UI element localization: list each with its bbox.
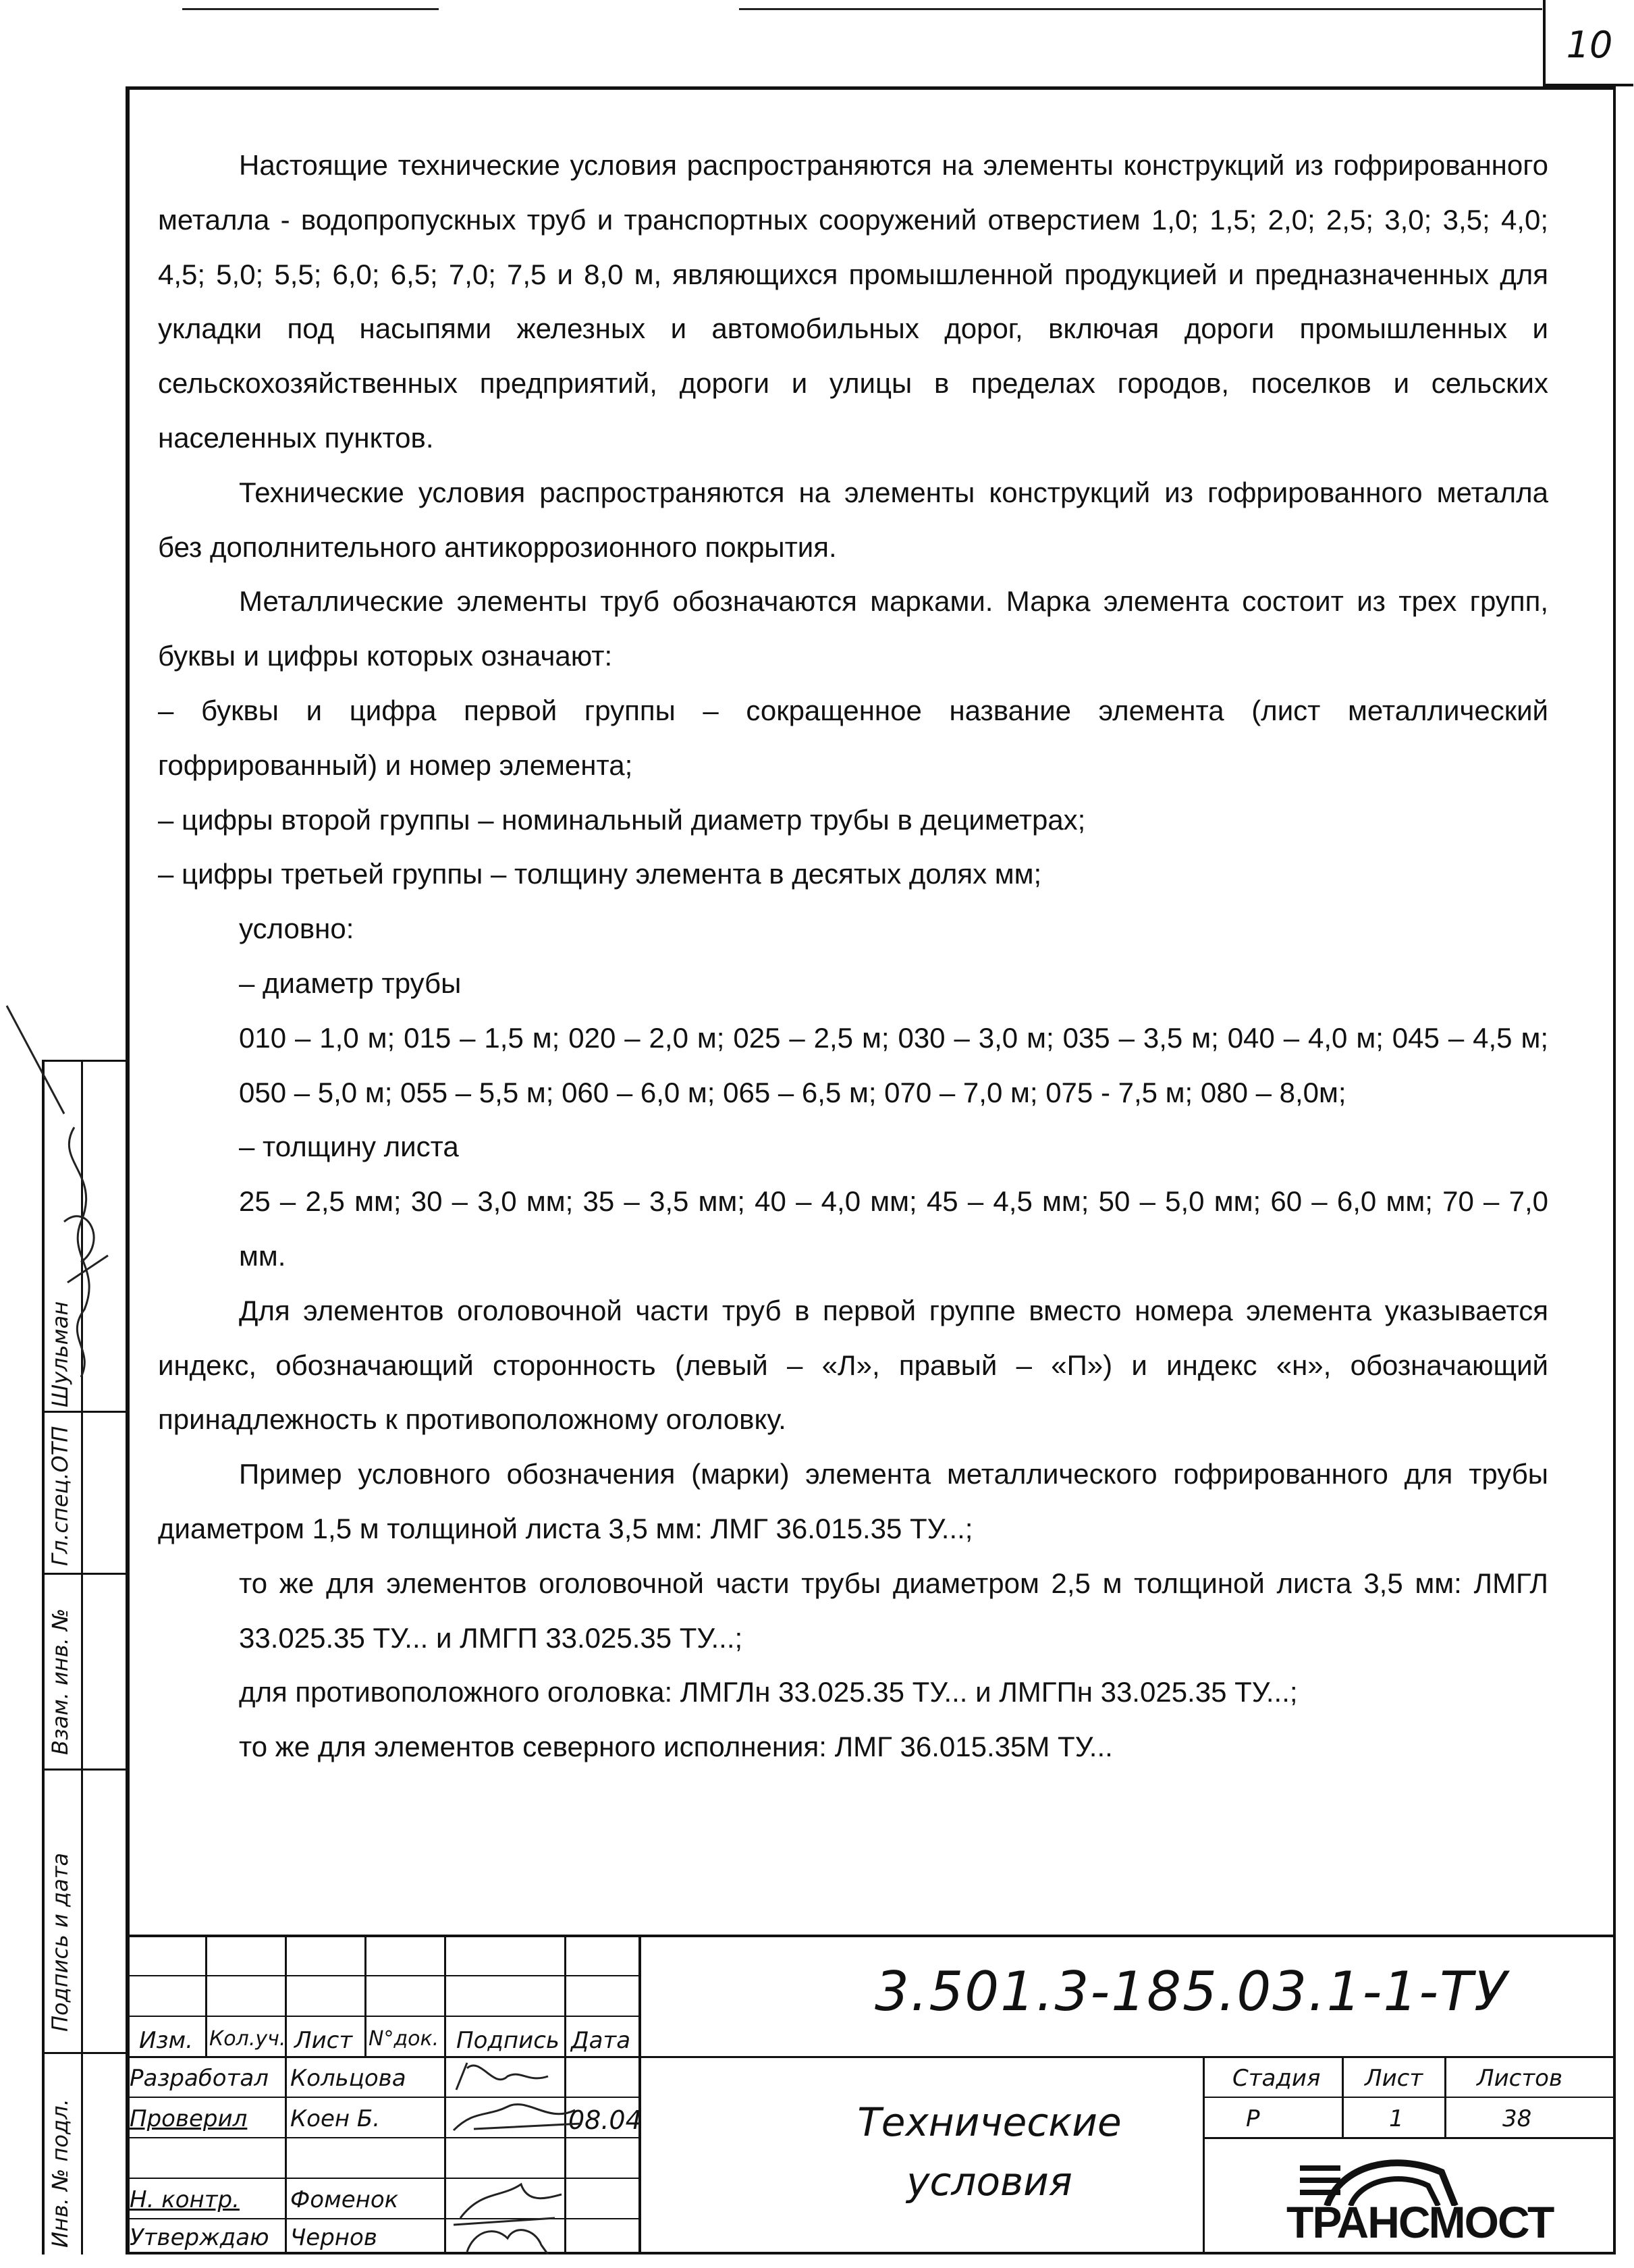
tb-col-4 — [444, 1935, 446, 2254]
tb-code-bottom — [638, 2056, 1616, 2058]
paragraph: – цифры третьей группы – толщину элемента в десятых долях мм; — [158, 858, 1042, 890]
document-body — [158, 138, 1548, 1775]
paragraph: – диаметр трубы — [239, 967, 462, 999]
tb-row-1 — [126, 1975, 638, 1976]
sheets-value: 38 — [1502, 2105, 1532, 2132]
tb-main-divider — [638, 1935, 641, 2254]
paragraph: Пример условного обозначения (марки) элемента металлического гофрированного для трубы диаметром 1,5 м толщиной листа 3,5 мм: ЛМГ 36.015.35 ТУ...; — [158, 1458, 1548, 1544]
paragraph: то же для элементов северного исполнения: ЛМГ 36.015.35М ТУ... — [239, 1731, 1113, 1763]
tb-col-3 — [364, 1935, 366, 2056]
tb-col-2 — [285, 1935, 287, 2254]
stamp-sign-date-label: Подпись и дата — [47, 1852, 73, 2032]
row-5-role: Утверждаю — [130, 2224, 269, 2251]
paragraph: Для элементов оголовочной части труб в первой группе вместо номера элемента указывается индекс, обозначающий сторонность (левый – «Л», правый – «П») и индекс «н», обозначающий принадлежность к противоположному оголовку. — [158, 1294, 1548, 1436]
row-5-name: Чернов — [290, 2224, 377, 2251]
hdr-data: Дата — [571, 2027, 631, 2054]
tb-stage-row-2 — [1203, 2137, 1616, 2139]
paragraph: Металлические элементы труб обозначаются марками. Марка элемента состоит из трех групп, буквы и цифры которых означают: — [158, 585, 1548, 672]
tb-top — [126, 1935, 1616, 1937]
hdr-podpis: Подпись — [456, 2027, 560, 2054]
logo-text: ТРАНСМОСТ — [1286, 2197, 1554, 2247]
paragraph: – толщину листа — [239, 1131, 459, 1163]
row-1-role: Разработал — [130, 2065, 269, 2092]
transmost-logo — [1286, 2145, 1604, 2246]
doc-title-line1: Технические — [857, 2099, 1122, 2145]
top-rule-right — [739, 8, 1542, 10]
stamp-position-name: Шульман — [47, 1301, 73, 1407]
paragraph: – цифры второй группы – номинальный диаметр трубы в дециметрах; — [158, 803, 1086, 836]
stamp-replaced-inv-label: Взам. инв. № — [47, 1608, 73, 1755]
tb-row-2 — [126, 2016, 638, 2017]
row-1-name: Кольцова — [290, 2065, 406, 2092]
row-2-date: 08.04 — [568, 2105, 642, 2135]
tb-col-1 — [205, 1935, 207, 2056]
margin-signature — [0, 999, 128, 1418]
paragraph: – буквы и цифра первой группы – сокращенное название элемента (лист металлический гофрированный) и номер элемента; — [158, 694, 1548, 781]
paragraph: 010 – 1,0 м; 015 – 1,5 м; 020 – 2,0 м; 025 – 2,5 м; 030 – 3,0 м; 035 – 3,5 м; 040 – 4,0 м; 045 – 4,5 м; 050 – 5,0 м; 055 – 5,5 м; 060 – 6,0 м; 065 – 6,5 м; 070 – 7,0 м; 075 - 7,5 м; 080 – 8,0м; — [239, 1021, 1548, 1108]
paragraph: 25 – 2,5 мм; 30 – 3,0 мм; 35 – 3,5 мм; 40 – 4,0 мм; 45 – 4,5 мм; 50 – 5,0 мм; 60 – 6,0 мм; 70 – 7,0 мм. — [239, 1185, 1548, 1272]
tb-stage-divider — [1203, 2056, 1205, 2254]
stamp-div-3 — [42, 2052, 126, 2054]
sheet-value: 1 — [1389, 2105, 1404, 2132]
page-number-box-border — [1543, 0, 1546, 86]
stamp-div-1 — [42, 1573, 126, 1575]
tb-stage-row-1 — [1203, 2097, 1616, 2098]
row-4-name: Фоменок — [290, 2186, 399, 2213]
stage-value: Р — [1246, 2105, 1260, 2132]
hdr-izm: Изм. — [139, 2027, 193, 2054]
hdr-ndok: N°док. — [369, 2027, 439, 2051]
row-2-name: Коен Б. — [290, 2105, 381, 2132]
stamp-position-label: Гл.спец.ОТП — [47, 1426, 73, 1566]
sheet-label: Лист — [1365, 2065, 1423, 2092]
row-2-role: Проверил — [130, 2105, 248, 2132]
stamp-inv-original-label: Инв. № подл. — [47, 2099, 73, 2248]
paragraph: то же для элементов оголовочной части трубы диаметром 2,5 м толщиной листа 3,5 мм: ЛМГЛ 33.025.35 ТУ... и ЛМГП 33.025.35 ТУ...; — [239, 1567, 1548, 1654]
paragraph: Технические условия распространяются на элементы конструкций из гофрированного металла без дополнительного антикоррозионного покрытия. — [158, 476, 1548, 563]
page-number: 10 — [1566, 24, 1613, 66]
stamp-div-2 — [42, 1769, 126, 1771]
hdr-list: Лист — [294, 2027, 353, 2054]
sheets-label: Листов — [1477, 2065, 1563, 2092]
top-rule-left — [182, 8, 439, 10]
paragraph: Настоящие технические условия распространяются на элементы конструкций из гофрированного металла - водопропускных труб и транспортных сооружений отверстием 1,0; 1,5; 2,0; 2,5; 3,0; 3,5; 4,0; 4,5; 5,0; 5,5; 6,0; 6,5; 7,0; 7,5 и 8,0 м, являющихся промышленной продукцией и предназначенных для укладки под насыпями железных и автомобильных дорог, включая дороги промышленных и сельскохозяйственных предприятий, дороги и улицы в пределах городов, поселков и сельских населенных пунктов. — [158, 149, 1548, 454]
doc-title-line2: условия — [906, 2159, 1072, 2205]
hdr-kol: Кол.уч. — [209, 2027, 286, 2051]
stage-label: Стадия — [1232, 2065, 1321, 2092]
paragraph: условно: — [239, 913, 354, 945]
row-4-role: Н. контр. — [130, 2186, 240, 2213]
title-block — [126, 1935, 1616, 2254]
document-code: 3.501.3-185.03.1-1-ТУ — [875, 1960, 1508, 2023]
signatures — [447, 2056, 636, 2254]
paragraph: для противоположного оголовка: ЛМГЛн 33.025.35 ТУ... и ЛМГПн 33.025.35 ТУ...; — [239, 1676, 1298, 1708]
